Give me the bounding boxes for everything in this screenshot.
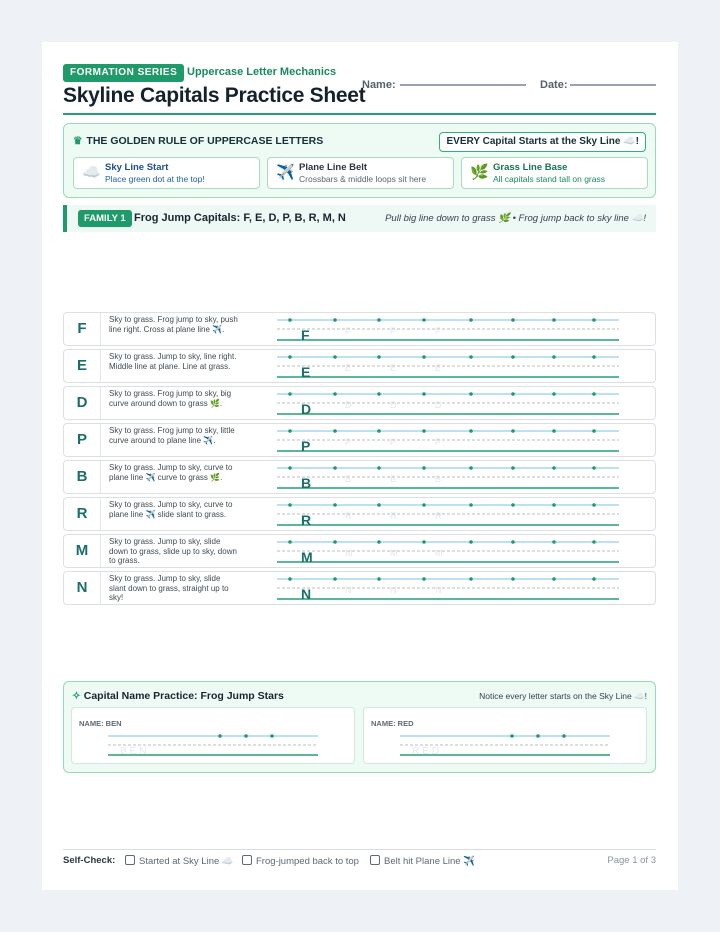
start-dot — [552, 318, 556, 322]
date-field[interactable] — [570, 84, 656, 86]
trace-letter: B — [345, 474, 352, 484]
start-dot — [288, 392, 292, 396]
row-letter: P — [64, 424, 101, 456]
start-dot — [469, 503, 473, 507]
start-dot — [469, 355, 473, 359]
start-dot — [333, 466, 337, 470]
start-dot — [422, 392, 426, 396]
tracing-lines[interactable] — [277, 462, 622, 492]
row-letter: R — [64, 498, 101, 530]
row-instruction: Sky to grass. Frog jump to sky, big curve around down to grass 🌿. — [109, 389, 232, 408]
letter-row-n — [63, 571, 656, 605]
trace-letter: M — [345, 548, 353, 558]
tracing-lines[interactable] — [277, 388, 622, 418]
trace-letter: F — [390, 326, 396, 336]
trace-letter: N — [435, 585, 442, 595]
start-dot — [592, 318, 596, 322]
trace-letter: P — [345, 437, 352, 447]
start-dot — [422, 466, 426, 470]
row-instruction: Sky to grass. Jump to sky, line right. Middle line at plane. Line at grass. — [109, 352, 237, 371]
start-dot — [270, 734, 274, 738]
trace-text: RED — [412, 746, 443, 757]
card-title: Plane Line Belt — [299, 162, 368, 173]
start-dot — [244, 734, 248, 738]
check-belt-plane[interactable]: Belt hit Plane Line ✈️ — [370, 855, 475, 867]
tracing-lines[interactable] — [277, 425, 622, 455]
trace-letter: R — [390, 511, 397, 521]
start-dot — [218, 734, 222, 738]
trace-letter: R — [435, 511, 442, 521]
start-dot — [469, 429, 473, 433]
start-dot — [377, 503, 381, 507]
start-dot — [422, 577, 426, 581]
cloud-icon: ☁️ — [82, 164, 101, 181]
start-dot — [511, 355, 515, 359]
leaf-icon: 🌿 — [470, 164, 489, 181]
trace-letter: B — [390, 474, 397, 484]
start-dot — [422, 429, 426, 433]
name-card-ben[interactable] — [71, 707, 355, 764]
card-title: Grass Line Base — [493, 162, 568, 173]
self-check-label: Self-Check: — [63, 855, 116, 866]
sparkle-icon: ✧ — [72, 690, 81, 702]
start-dot — [333, 355, 337, 359]
sky-line-pill: EVERY Capital Starts at the Sky Line ☁️! — [439, 132, 646, 152]
date-label: Date: — [540, 79, 568, 91]
family-badge: FAMILY 1 — [78, 210, 132, 227]
start-dot — [377, 318, 381, 322]
start-dot — [511, 503, 515, 507]
card-subtitle: Place green dot at the top! — [105, 174, 205, 184]
trace-letter: D — [435, 400, 442, 410]
start-dot — [377, 355, 381, 359]
start-dot — [552, 577, 556, 581]
start-dot — [536, 734, 540, 738]
row-instruction: Sky to grass. Frog jump to sky, little curve around to plane line ✈️. — [109, 426, 235, 445]
series-badge: FORMATION SERIES — [63, 64, 184, 82]
row-instruction: Sky to grass. Jump to sky, curve to plane line ✈️ slide slant to grass. — [109, 500, 233, 519]
trace-letter: N — [345, 585, 352, 595]
tracing-lines[interactable] — [277, 351, 622, 381]
start-dot — [333, 429, 337, 433]
start-dot — [592, 355, 596, 359]
row-letter: M — [64, 535, 101, 567]
start-dot — [511, 429, 515, 433]
start-dot — [592, 429, 596, 433]
trace-text: BEN — [120, 746, 150, 757]
start-dot — [288, 318, 292, 322]
start-dot — [552, 429, 556, 433]
golden-rule-panel — [63, 123, 656, 198]
letter-row-m — [63, 534, 656, 568]
trace-letter: F — [435, 326, 441, 336]
trace-letter: E — [390, 363, 397, 373]
trace-letter: D — [390, 400, 397, 410]
model-letter: B — [301, 475, 312, 491]
start-dot — [592, 503, 596, 507]
start-dot — [333, 392, 337, 396]
start-dot — [377, 429, 381, 433]
name-trace-lines[interactable] — [108, 729, 318, 761]
model-letter: P — [301, 438, 311, 454]
trace-letter: P — [435, 437, 442, 447]
start-dot — [552, 540, 556, 544]
letter-row-p — [63, 423, 656, 457]
footer-divider — [63, 849, 656, 850]
model-letter: E — [301, 364, 311, 380]
row-letter: E — [64, 350, 101, 382]
start-dot — [288, 503, 292, 507]
worksheet-page — [42, 42, 678, 890]
start-dot — [592, 392, 596, 396]
start-dot — [377, 392, 381, 396]
start-dot — [511, 577, 515, 581]
card-title: Sky Line Start — [105, 162, 169, 173]
letter-row-e — [63, 349, 656, 383]
start-dot — [469, 392, 473, 396]
card-subtitle: All capitals stand tall on grass — [493, 174, 605, 184]
start-dot — [422, 540, 426, 544]
row-instruction: Sky to grass. Jump to sky, curve to plane line ✈️ curve to grass 🌿. — [109, 463, 233, 482]
row-instruction: Sky to grass. Jump to sky, slide slant down to grass, straight up to sky! — [109, 574, 229, 602]
trace-letter: F — [345, 326, 351, 336]
start-dot — [469, 540, 473, 544]
sky-line-card — [73, 157, 260, 189]
tracing-lines[interactable] — [277, 314, 622, 344]
golden-rule-heading: THE GOLDEN RULE OF UPPERCASE LETTERS — [86, 135, 324, 147]
family-hint: Pull big line down to grass 🌿 • Frog jump back to sky line ☁️! — [385, 213, 646, 224]
start-dot — [562, 734, 566, 738]
start-dot — [552, 392, 556, 396]
letter-row-d — [63, 386, 656, 420]
crown-icon: ♛ — [73, 135, 83, 147]
start-dot — [469, 318, 473, 322]
grass-line-card — [461, 157, 648, 189]
letter-row-r — [63, 497, 656, 531]
start-dot — [333, 503, 337, 507]
name-card-red[interactable] — [363, 707, 647, 764]
name-card-label: NAME: RED — [371, 719, 414, 728]
start-dot — [552, 466, 556, 470]
name-field[interactable] — [400, 84, 526, 86]
trace-letter: B — [435, 474, 442, 484]
name-trace-lines[interactable] — [400, 729, 610, 761]
start-dot — [377, 466, 381, 470]
series-subtitle: Uppercase Letter Mechanics — [187, 66, 337, 78]
row-instruction: Sky to grass. Frog jump to sky, push line right. Cross at plane line ✈️. — [109, 315, 238, 334]
start-dot — [511, 318, 515, 322]
start-dot — [510, 734, 514, 738]
header-divider — [63, 113, 656, 115]
trace-letter: D — [345, 400, 352, 410]
start-dot — [333, 318, 337, 322]
model-letter: N — [301, 586, 312, 602]
tracing-lines[interactable] — [277, 573, 622, 603]
row-letter: N — [64, 572, 101, 604]
start-dot — [422, 355, 426, 359]
start-dot — [333, 540, 337, 544]
start-dot — [288, 355, 292, 359]
row-letter: D — [64, 387, 101, 419]
trace-letter: E — [435, 363, 442, 373]
start-dot — [288, 577, 292, 581]
start-dot — [511, 466, 515, 470]
trace-letter: P — [390, 437, 397, 447]
start-dot — [422, 318, 426, 322]
check-frog-jumped[interactable]: Frog-jumped back to top — [242, 855, 359, 867]
trace-letter: R — [345, 511, 352, 521]
start-dot — [469, 577, 473, 581]
start-dot — [422, 503, 426, 507]
page-title: Skyline Capitals Practice Sheet — [63, 84, 366, 107]
start-dot — [511, 392, 515, 396]
letter-row-b — [63, 460, 656, 494]
family-title: Frog Jump Capitals: F, E, D, P, B, R, M, N — [134, 212, 346, 224]
checkbox[interactable] — [370, 855, 380, 865]
start-dot — [469, 466, 473, 470]
start-dot — [333, 577, 337, 581]
start-dot — [552, 503, 556, 507]
model-letter: M — [301, 549, 313, 565]
letter-row-f — [63, 312, 656, 346]
start-dot — [377, 577, 381, 581]
row-letter: F — [64, 313, 101, 345]
trace-letter: N — [390, 585, 397, 595]
name-practice-heading: Capital Name Practice: Frog Jump Stars — [83, 690, 284, 702]
start-dot — [377, 540, 381, 544]
model-letter: F — [301, 327, 310, 343]
trace-letter: E — [345, 363, 352, 373]
start-dot — [288, 466, 292, 470]
family-banner — [63, 205, 656, 232]
name-card-label: NAME: BEN — [79, 719, 122, 728]
start-dot — [552, 355, 556, 359]
start-dot — [511, 540, 515, 544]
model-letter: R — [301, 512, 312, 528]
start-dot — [288, 540, 292, 544]
card-subtitle: Crossbars & middle loops sit here — [299, 174, 427, 184]
start-dot — [592, 540, 596, 544]
row-instruction: Sky to grass. Jump to sky, slide down to grass, slide up to sky, down to grass. — [109, 537, 237, 565]
start-dot — [288, 429, 292, 433]
check-started-sky[interactable]: Started at Sky Line ☁️ — [125, 855, 234, 867]
name-practice-hint: Notice every letter starts on the Sky Line ☁️! — [479, 691, 647, 701]
airplane-icon: ✈️ — [276, 164, 295, 181]
checkbox[interactable] — [242, 855, 252, 865]
start-dot — [592, 466, 596, 470]
start-dot — [592, 577, 596, 581]
tracing-lines[interactable] — [277, 536, 622, 566]
name-practice-panel — [63, 681, 656, 773]
trace-letter: M — [435, 548, 443, 558]
name-label: Name: — [362, 79, 396, 91]
checkbox[interactable] — [125, 855, 135, 865]
trace-letter: M — [390, 548, 398, 558]
tracing-lines[interactable] — [277, 499, 622, 529]
model-letter: D — [301, 401, 312, 417]
page-number: Page 1 of 3 — [607, 855, 656, 866]
plane-line-card — [267, 157, 454, 189]
row-letter: B — [64, 461, 101, 493]
